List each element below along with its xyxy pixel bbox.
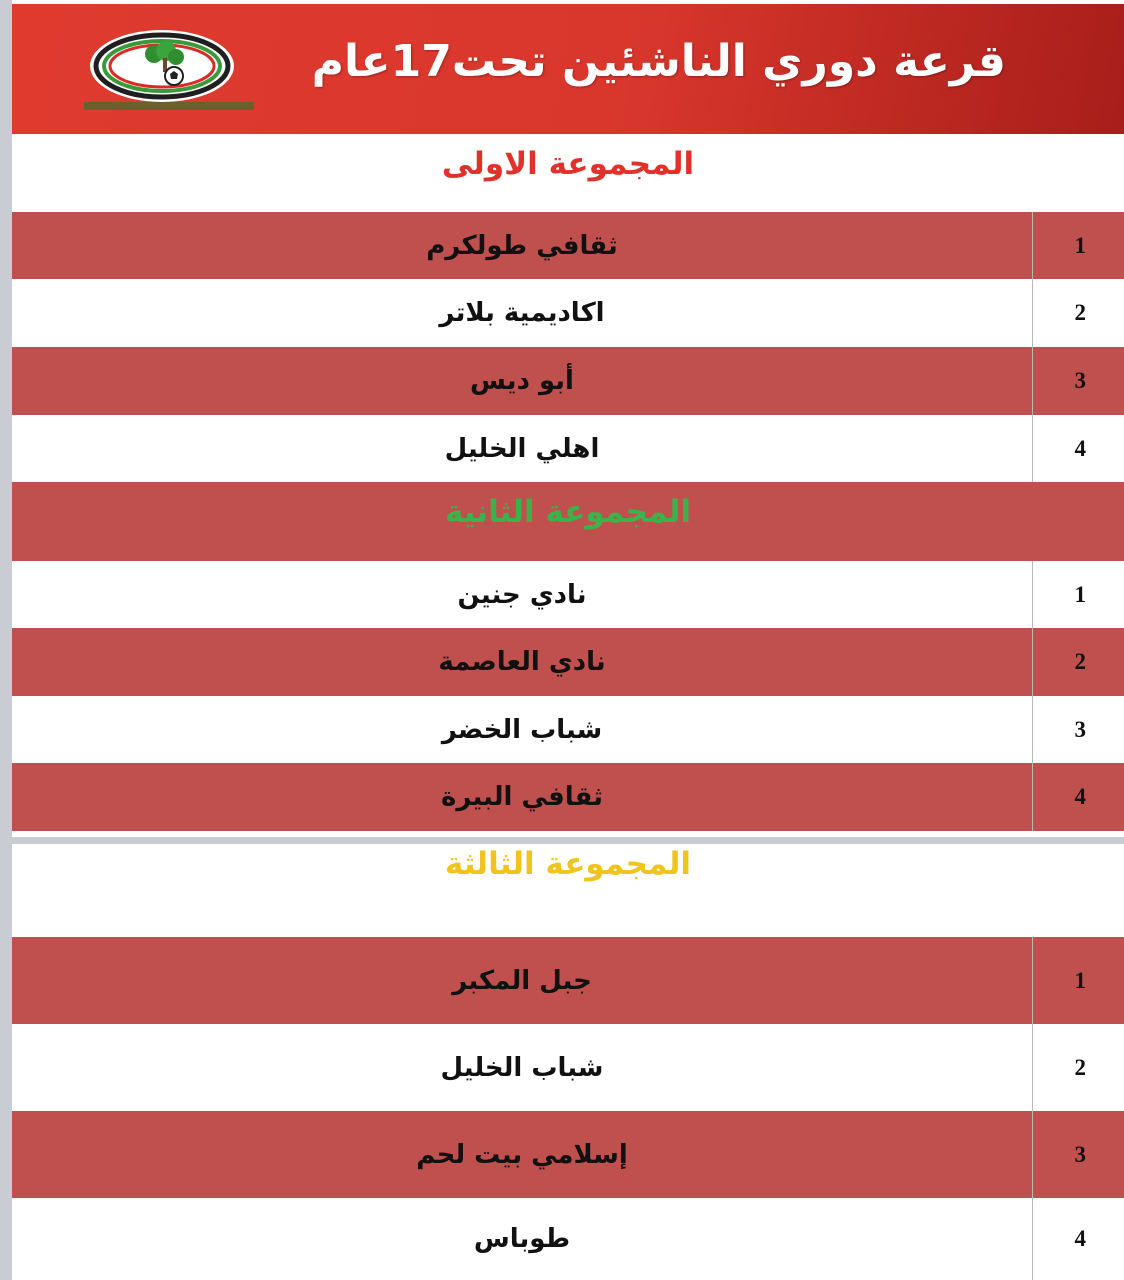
team-number: 3 bbox=[1074, 1141, 1086, 1167]
team-name: نادي جنين bbox=[457, 579, 587, 610]
column-divider bbox=[1032, 696, 1033, 763]
column-divider bbox=[1032, 1111, 1033, 1198]
table-row bbox=[12, 1024, 1124, 1111]
table-row bbox=[12, 628, 1124, 696]
column-divider bbox=[1032, 561, 1033, 628]
table-row bbox=[12, 415, 1124, 482]
group-2-title: المجموعة الثانية bbox=[444, 494, 692, 530]
column-divider bbox=[1032, 763, 1033, 831]
column-divider bbox=[1032, 1024, 1033, 1111]
table-row bbox=[12, 937, 1124, 1024]
column-divider bbox=[1032, 628, 1033, 696]
team-number: 2 bbox=[1074, 1054, 1086, 1080]
table-row bbox=[12, 347, 1124, 415]
team-number: 4 bbox=[1074, 1226, 1086, 1251]
team-name: إسلامي بيت لحم bbox=[416, 1139, 628, 1170]
team-number: 1 bbox=[1074, 581, 1086, 607]
table-row bbox=[12, 1198, 1124, 1280]
team-number: 2 bbox=[1074, 649, 1086, 674]
group-2-header-row bbox=[12, 482, 1124, 561]
table-row bbox=[12, 696, 1124, 763]
column-divider bbox=[1032, 347, 1033, 415]
column-divider bbox=[1032, 937, 1033, 1024]
group-3-title: المجموعة الثالثة bbox=[444, 846, 692, 882]
team-number: 3 bbox=[1074, 368, 1086, 393]
table-row bbox=[12, 763, 1124, 831]
team-name: طوباس bbox=[473, 1224, 571, 1254]
header-banner bbox=[12, 4, 1124, 134]
team-number: 1 bbox=[1074, 967, 1086, 993]
column-divider bbox=[1032, 415, 1033, 482]
table-row bbox=[12, 1111, 1124, 1198]
team-name: ثقافي طولكرم bbox=[426, 230, 618, 261]
page bbox=[12, 0, 1124, 1280]
table-row bbox=[12, 561, 1124, 628]
column-divider bbox=[1032, 279, 1033, 347]
federation-logo-icon bbox=[82, 24, 258, 118]
team-number: 2 bbox=[1074, 300, 1086, 325]
page-title: قرعة دوري الناشئين تحت17عام bbox=[311, 36, 1006, 87]
section-divider bbox=[12, 837, 1124, 844]
column-divider bbox=[1032, 1198, 1033, 1280]
group-1-title: المجموعة الاولى bbox=[441, 146, 695, 182]
table-row bbox=[12, 212, 1124, 279]
team-name: نادي العاصمة bbox=[438, 647, 606, 677]
team-name: شباب الخضر bbox=[441, 714, 603, 745]
team-name: ثقافي البيرة bbox=[440, 782, 604, 812]
team-name: جبل المكبر bbox=[452, 965, 592, 996]
table-row bbox=[12, 279, 1124, 347]
team-number: 3 bbox=[1074, 716, 1086, 742]
team-name: اكاديمية بلاتر bbox=[439, 298, 605, 328]
team-name: أبو ديس bbox=[470, 366, 574, 396]
column-divider bbox=[1032, 212, 1033, 279]
team-number: 1 bbox=[1074, 232, 1086, 258]
team-name: اهلي الخليل bbox=[444, 433, 600, 464]
team-number: 4 bbox=[1074, 784, 1086, 809]
team-number: 4 bbox=[1074, 435, 1086, 461]
team-name: شباب الخليل bbox=[440, 1052, 604, 1083]
